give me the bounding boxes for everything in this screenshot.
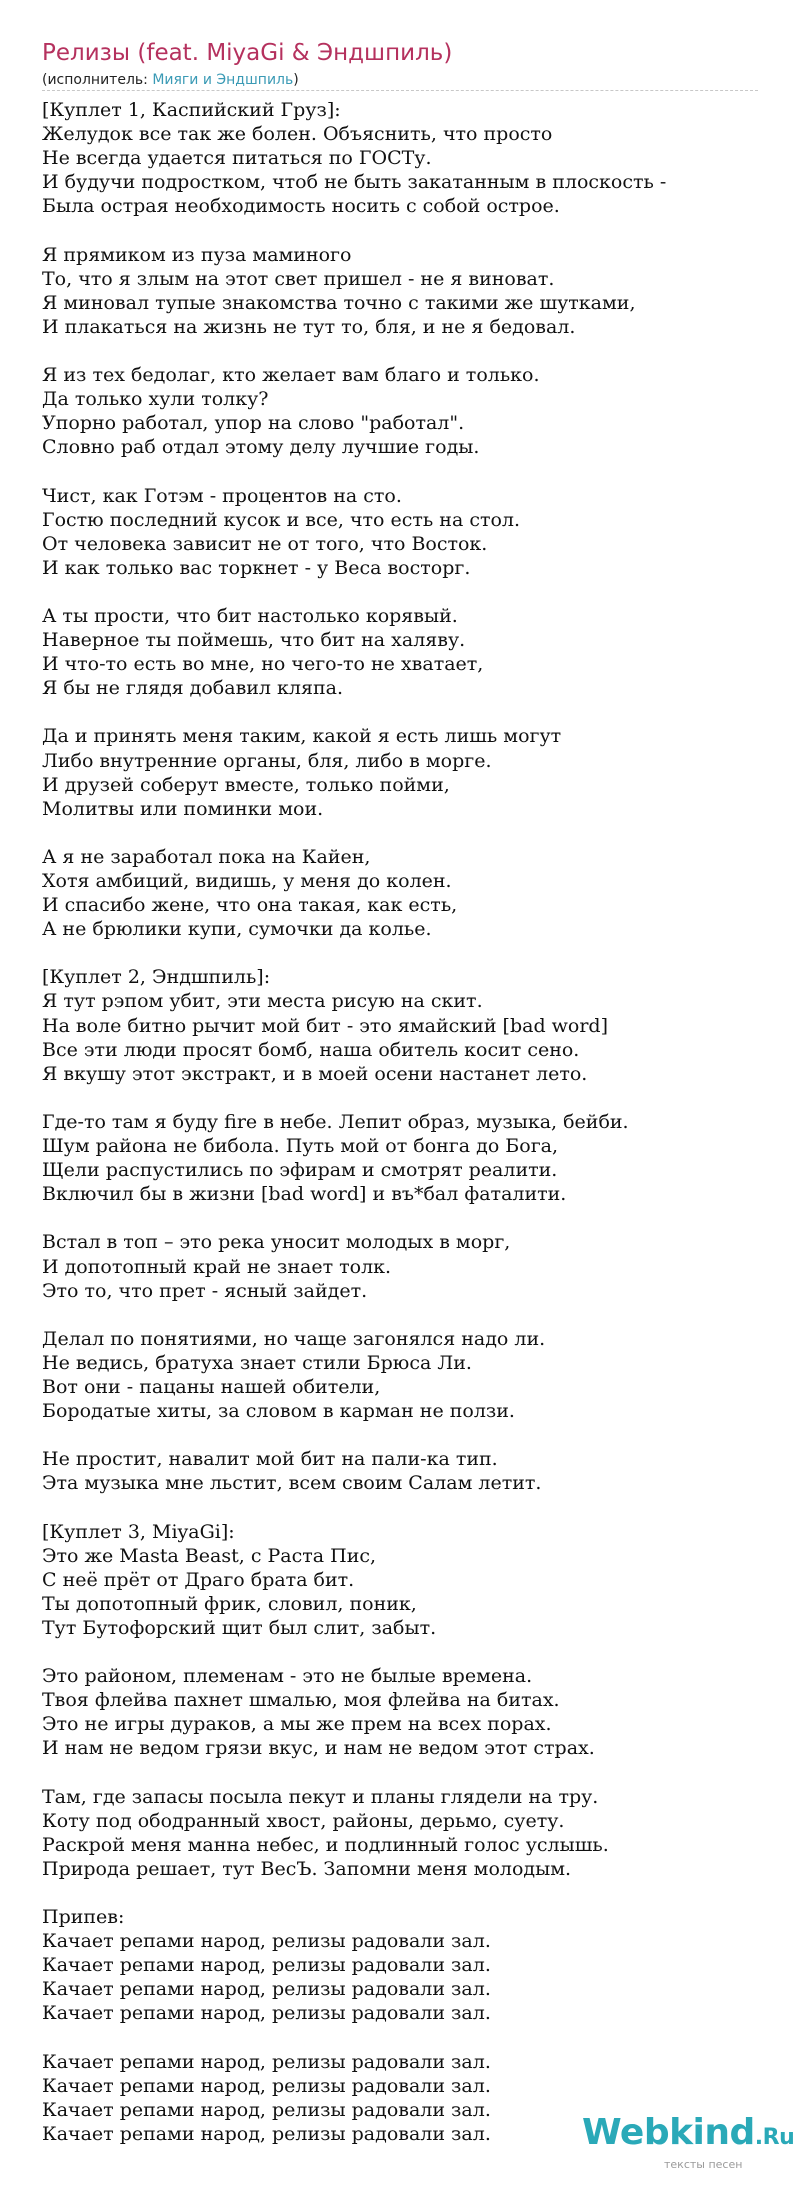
stanza-gap [42,1086,782,1110]
stanza-gap [42,1881,782,1905]
stanza-gap [42,2026,782,2050]
lyric-line: Эта музыка мне льстит, всем своим Салам летит. [42,1472,542,1495]
lyric-line: Не ведись, братуха знает стили Брюса Ли. [42,1351,472,1374]
lyric-line: Желудок все так же болен. Объяснить, что просто [42,123,553,146]
lyric-line: Либо внутренние органы, бля, либо в морге. [42,749,492,772]
lyric-line: Природа решает, тут ВесЪ. Запомни меня молодым. [42,1857,572,1880]
lyric-line: А я не заработал пока на Кайен, [42,845,371,868]
stanza-gap [42,1206,782,1230]
stanza-gap [42,1303,782,1327]
artist-byline [42,72,758,91]
lyric-line: Не всегда удается питаться по ГОСТу. [42,147,432,170]
lyric-line: Бородатые хиты, за словом в карман не ползи. [42,1400,515,1423]
lyric-line: То, что я злым на этот свет пришел - не я виноват. [42,267,555,290]
lyric-line: И друзей соберут вместе, только пойми, [42,773,450,796]
lyric-line: Молитвы или поминки мои. [42,797,324,820]
lyric-line: Это районом, племенам - это не былые времена. [42,1665,533,1688]
logo-subtitle: тексты песен [664,2158,743,2171]
lyric-line: Встал в топ – это река уносит молодых в морг, [42,1231,511,1254]
lyric-line: Да и принять меня таким, какой я есть лишь могут [42,725,562,748]
lyric-line: Все эти люди просят бомб, наша обитель косит сено. [42,1038,580,1061]
lyric-line: Щели распустились по эфирам и смотрят реалити. [42,1159,558,1182]
lyric-line: А ты прости, что бит настолько корявый. [42,604,458,627]
lyric-line: Была острая необходимость носить с собой острое. [42,195,560,218]
lyric-line: Хотя амбиций, видишь, у меня до колен. [42,870,452,892]
lyric-line: И спасибо жене, что она такая, как есть, [42,894,458,917]
lyric-line: А не брюлики купи, сумочки да колье. [42,918,432,941]
stanza-gap [42,821,782,845]
lyric-line: Тут Бутофорский щит был слит, забыт. [42,1616,437,1639]
lyric-line: [Куплет 2, Эндшпиль]: [42,966,271,989]
lyric-line: И нам не ведом грязи вкус, и нам не ведом этот страх. [42,1737,595,1760]
lyric-line: Словно раб отдал этому делу лучшие годы. [42,436,480,459]
stanza-gap [42,700,782,724]
lyric-line: И как только вас торкнет - у Веса восторг. [42,556,471,579]
logo-main-text: Webkind [582,2112,755,2153]
stanza-gap [42,339,782,363]
lyric-line: Я бы не глядя добавил кляпа. [42,677,344,700]
lyric-line: Качает репами народ, релизы радовали зал. [42,1954,491,1977]
lyric-line: Качает репами народ, релизы радовали зал. [42,2122,491,2145]
lyric-line: Коту под ободранный хвост, районы, дерьмо, суету. [42,1809,565,1832]
lyric-line: Раскрой меня манна небес, и подлинный голос услышь. [42,1833,609,1856]
byline-prefix: (исполнитель: [42,72,153,88]
lyric-line: Включил бы в жизни [bad word] и въ*бал фаталити. [42,1183,567,1206]
lyric-line: Где-то там я буду fire в небе. Лепит образ, музыка, бейби. [42,1110,629,1133]
stanza-gap [42,580,782,604]
lyric-line: От человека зависит не от того, что Восток. [42,532,488,555]
stanza-gap [42,1495,782,1519]
lyric-line: На воле битно рычит мой бит - это ямайский [bad word] [42,1014,609,1037]
webkind-logo[interactable] [582,2112,795,2172]
logo-wordmark [582,2112,794,2153]
lyric-line: Качает репами народ, релизы радовали зал. [42,2050,491,2073]
lyric-line: Качает репами народ, релизы радовали зал. [42,2002,491,2025]
byline-suffix: ) [293,72,299,88]
lyric-line: Качает репами народ, релизы радовали зал. [42,1930,491,1953]
stanza-gap [42,1640,782,1664]
lyric-line: Шум района не бибола. Путь мой от бонга до Бога, [42,1135,559,1158]
lyric-line: Упорно работал, упор на слово "работал". [42,412,465,435]
lyric-line: [Куплет 1, Каспийский Груз]: [42,99,341,121]
lyric-line: Я тут рэпом убит, эти места рисую на скит. [42,990,483,1013]
artist-link[interactable]: Мияги и Эндшпиль [152,72,294,88]
lyric-line: Чист, как Готэм - процентов на сто. [42,484,402,507]
lyric-line: Это не игры дураков, а мы же прем на всех порах. [42,1713,552,1736]
stanza-gap [42,218,782,242]
lyric-line: Качает репами народ, релизы радовали зал. [42,2098,491,2121]
lyric-line: И что-то есть во мне, но чего-то не хватает, [42,653,484,676]
lyric-line: Я миновал тупые знакомства точно с такими же шутками, [42,291,636,314]
stanza-gap [42,1760,782,1784]
lyrics-body [42,98,782,2146]
lyric-line: Припев: [42,1906,125,1929]
song-title: Релизы (feat. MiyaGi & Эндшпиль) [42,40,453,66]
lyric-line: Твоя флейва пахнет шмалью, моя флейва на битах. [42,1689,560,1712]
lyric-line: Не простит, навалит мой бит на пали-ка тип. [42,1448,498,1471]
lyric-line: Я вкушу этот экстракт, и в моей осени настанет лето. [42,1062,588,1085]
lyric-line: И будучи подростком, чтоб не быть закатанным в плоскость - [42,171,667,194]
lyric-line: Гостю последний кусок и все, что есть на стол. [42,508,521,531]
lyric-line: Вот они - пацаны нашей обители, [42,1375,381,1398]
stanza-gap [42,459,782,483]
lyric-line: Наверное ты поймешь, что бит на халяву. [42,629,466,652]
lyric-line: Это то, что прет - ясный зайдет. [42,1279,368,1302]
lyric-line: И плакаться на жизнь не тут то, бля, и не я бедовал. [42,315,576,338]
lyric-line: Делал по понятиями, но чаще загонялся надо ли. [42,1327,546,1350]
lyric-line: [Куплет 3, MiyaGi]: [42,1520,235,1543]
lyric-line: Я прямиком из пуза маминого [42,243,352,266]
lyric-line: Да только хули толку? [42,388,269,411]
lyric-line: Ты допотопный фрик, словил, поник, [42,1592,417,1615]
lyric-line: С неё прёт от Драго брата бит. [42,1568,355,1591]
logo-tld: .Ru [754,2125,795,2150]
lyric-line: Я из тех бедолаг, кто желает вам благо и только. [42,364,540,387]
lyric-line: И допотопный край не знает толк. [42,1255,392,1278]
stanza-gap [42,941,782,965]
lyric-line: Это же Masta Beast, с Раста Пис, [42,1544,377,1567]
stanza-gap [42,1423,782,1447]
lyric-line: Там, где запасы посыла пекут и планы глядели на тру. [42,1785,599,1808]
lyric-line: Качает репами народ, релизы радовали зал. [42,2074,491,2097]
lyric-line: Качает репами народ, релизы радовали зал. [42,1978,491,2001]
